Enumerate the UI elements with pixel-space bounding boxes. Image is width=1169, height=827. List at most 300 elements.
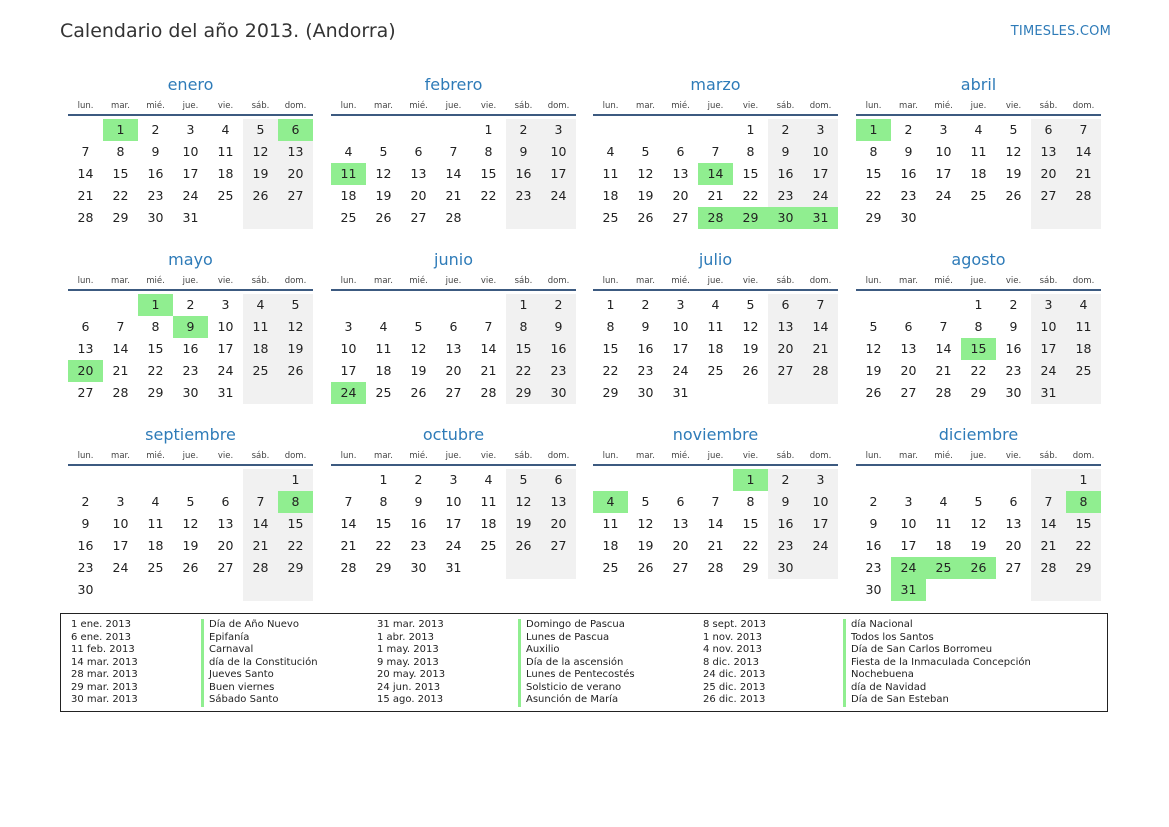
day-cell: 28 — [1031, 557, 1066, 579]
day-cell: 15 — [112, 166, 129, 181]
day-cell: 8 — [746, 494, 755, 509]
empty-day-cell — [173, 579, 208, 601]
weekday-label: mar. — [111, 276, 130, 286]
weekday-label: sáb. — [776, 101, 795, 111]
legend-holiday-name: Buen viernes — [201, 682, 318, 695]
weekday-label: vie. — [217, 451, 234, 461]
legend-holiday-name: Lunes de Pentecostés — [518, 669, 635, 682]
empty-day-cell — [401, 119, 436, 141]
day-cell: 26 — [410, 385, 427, 400]
legend-date: 20 may. 2013 — [377, 669, 446, 680]
weekday-header — [331, 449, 576, 466]
empty-day-cell — [698, 119, 733, 141]
day-cell: 12 — [375, 166, 392, 181]
day-cell: 26 — [506, 535, 541, 557]
day-cell: 28 — [112, 385, 129, 400]
weekday-label: dom. — [1072, 101, 1095, 111]
day-cell: 3 — [803, 119, 838, 141]
day-cell: 30 — [1005, 385, 1022, 400]
legend-date: 4 nov. 2013 — [703, 644, 762, 655]
day-cell: 3 — [116, 494, 125, 509]
day-cell: 12 — [243, 141, 278, 163]
empty-day-cell — [208, 207, 243, 229]
weekday-header — [68, 274, 313, 291]
month-agosto — [856, 249, 1101, 404]
day-cell: 26 — [1005, 188, 1022, 203]
legend-date: 31 mar. 2013 — [377, 619, 444, 630]
day-cell: 14 — [445, 166, 462, 181]
day-cell: 11 — [970, 144, 987, 159]
day-cell: 12 — [506, 491, 541, 513]
day-cell: 1 — [606, 297, 615, 312]
day-cell: 7 — [449, 144, 458, 159]
empty-day-cell — [506, 207, 541, 229]
day-cell: 31 — [672, 385, 689, 400]
day-cell: 17 — [340, 363, 357, 378]
day-cell: 28 — [445, 210, 462, 225]
day-cell: 15 — [742, 166, 759, 181]
legend-date: 14 mar. 2013 — [71, 656, 138, 668]
day-cell: 29 — [1066, 557, 1101, 579]
day-cell: 14 — [803, 316, 838, 338]
weekday-label: vie. — [742, 451, 759, 461]
day-cell: 11 — [147, 516, 164, 531]
empty-day-cell — [803, 382, 838, 404]
weekday-header — [68, 449, 313, 466]
legend-date: 9 may. 2013 — [377, 656, 439, 668]
day-cell: 12 — [182, 516, 199, 531]
day-cell: 10 — [935, 144, 952, 159]
day-cell: 29 — [506, 382, 541, 404]
day-cell: 11 — [935, 516, 952, 531]
weekday-label: jue. — [707, 276, 724, 286]
day-cell: 9 — [1009, 319, 1018, 334]
legend-holiday-name: día de la Constitución — [201, 657, 318, 670]
day-cell: 10 — [112, 516, 129, 531]
legend-holiday-name: Nochebuena — [843, 669, 1031, 682]
weekday-label: mié. — [409, 276, 428, 286]
day-cell: 26 — [637, 560, 654, 575]
legend-date: 1 abr. 2013 — [377, 631, 435, 643]
empty-day-cell — [138, 469, 173, 491]
day-cell: 1 — [1066, 469, 1101, 491]
empty-day-cell — [541, 207, 576, 229]
day-cell: 9 — [151, 144, 160, 159]
day-cell: 11 — [707, 319, 724, 334]
legend-dates-column — [71, 619, 138, 707]
day-cell: 8 — [869, 144, 878, 159]
empty-day-cell — [68, 119, 103, 141]
empty-day-cell — [173, 469, 208, 491]
day-cell: 27 — [410, 210, 427, 225]
day-cell: 13 — [768, 316, 803, 338]
day-cell: 25 — [217, 188, 234, 203]
weekday-label: mié. — [671, 451, 690, 461]
empty-day-cell — [471, 207, 506, 229]
day-cell: 3 — [904, 494, 913, 509]
day-grid — [331, 119, 576, 229]
day-cell: 20 — [278, 163, 313, 185]
day-cell: 5 — [506, 469, 541, 491]
weekday-label: mié. — [409, 101, 428, 111]
weekday-label: sáb. — [514, 451, 533, 461]
weekday-header — [593, 449, 838, 466]
weekday-label: jue. — [707, 451, 724, 461]
legend-names-column — [518, 619, 635, 707]
weekday-label: lun. — [602, 276, 619, 286]
day-grid — [593, 119, 838, 229]
day-cell: 25 — [602, 560, 619, 575]
day-cell: 23 — [1005, 363, 1022, 378]
day-cell: 6 — [221, 494, 230, 509]
day-cell: 23 — [541, 360, 576, 382]
day-cell: 6 — [81, 319, 90, 334]
day-grid — [68, 294, 313, 404]
day-cell: 10 — [1031, 316, 1066, 338]
day-cell: 21 — [445, 188, 462, 203]
month-title: mayo — [168, 250, 213, 269]
day-cell: 1 — [974, 297, 983, 312]
day-cell: 14 — [935, 341, 952, 356]
legend-date: 6 ene. 2013 — [71, 631, 131, 643]
day-cell: 25 — [243, 360, 278, 382]
legend-date: 1 ene. 2013 — [71, 619, 131, 630]
empty-day-cell — [926, 579, 961, 601]
weekday-label: mar. — [899, 451, 918, 461]
day-cell: 24 — [541, 185, 576, 207]
day-cell: 1 — [484, 122, 493, 137]
day-cell: 31 — [217, 385, 234, 400]
weekday-label: vie. — [480, 451, 497, 461]
day-cell: 5 — [974, 494, 983, 509]
day-cell: 30 — [637, 385, 654, 400]
day-cell: 26 — [182, 560, 199, 575]
day-cell: 12 — [865, 341, 882, 356]
day-cell: 2 — [541, 294, 576, 316]
weekday-label: sáb. — [251, 276, 270, 286]
empty-day-cell — [208, 469, 243, 491]
empty-day-cell — [103, 579, 138, 601]
day-cell: 16 — [410, 516, 427, 531]
day-cell: 10 — [803, 491, 838, 513]
empty-day-cell — [996, 579, 1031, 601]
weekday-label: sáb. — [1039, 101, 1058, 111]
day-cell: 25 — [707, 363, 724, 378]
empty-day-cell — [243, 207, 278, 229]
day-cell: 8 — [379, 494, 388, 509]
day-cell: 11 — [243, 316, 278, 338]
empty-day-cell — [926, 294, 961, 316]
holiday-day-cell: 14 — [698, 163, 733, 185]
day-cell: 2 — [869, 494, 878, 509]
day-cell: 15 — [278, 513, 313, 535]
day-cell: 22 — [1066, 535, 1101, 557]
empty-day-cell — [436, 119, 471, 141]
weekday-label: lun. — [340, 101, 357, 111]
day-cell: 5 — [379, 144, 388, 159]
day-cell: 7 — [116, 319, 125, 334]
day-cell: 24 — [112, 560, 129, 575]
holiday-day-cell: 31 — [803, 207, 838, 229]
day-cell: 17 — [803, 513, 838, 535]
legend-holiday-name: día Nacional — [843, 619, 1031, 632]
day-cell: 9 — [869, 516, 878, 531]
day-cell: 15 — [1066, 513, 1101, 535]
empty-day-cell — [698, 469, 733, 491]
day-cell: 17 — [112, 538, 129, 553]
day-cell: 7 — [81, 144, 90, 159]
month-title: febrero — [424, 75, 483, 94]
empty-day-cell — [103, 469, 138, 491]
day-cell: 15 — [602, 341, 619, 356]
day-cell: 19 — [742, 341, 759, 356]
day-cell: 3 — [803, 469, 838, 491]
day-cell: 13 — [278, 141, 313, 163]
day-cell: 2 — [81, 494, 90, 509]
day-cell: 27 — [217, 560, 234, 575]
weekday-label: mié. — [409, 451, 428, 461]
weekday-label: dom. — [284, 451, 307, 461]
day-cell: 2 — [641, 297, 650, 312]
day-cell: 3 — [221, 297, 230, 312]
empty-day-cell — [628, 469, 663, 491]
day-cell: 19 — [970, 538, 987, 553]
holiday-day-cell: 9 — [173, 316, 208, 338]
empty-day-cell — [856, 294, 891, 316]
brand-link[interactable]: TIMESLES.COM — [1010, 24, 1111, 39]
day-cell: 19 — [375, 188, 392, 203]
month-title: marzo — [690, 75, 741, 94]
day-cell: 29 — [147, 385, 164, 400]
empty-day-cell — [331, 469, 366, 491]
weekday-label: sáb. — [776, 451, 795, 461]
day-cell: 10 — [340, 341, 357, 356]
day-cell: 27 — [672, 210, 689, 225]
month-abril — [856, 74, 1101, 229]
day-cell: 24 — [935, 188, 952, 203]
weekday-header — [593, 274, 838, 291]
day-cell: 16 — [637, 341, 654, 356]
day-cell: 18 — [480, 516, 497, 531]
weekday-label: mié. — [146, 451, 165, 461]
empty-day-cell — [243, 469, 278, 491]
weekday-label: mié. — [934, 451, 953, 461]
day-cell: 4 — [243, 294, 278, 316]
weekday-label: lun. — [340, 451, 357, 461]
weekday-label: mar. — [111, 451, 130, 461]
weekday-header — [331, 274, 576, 291]
day-cell: 13 — [77, 341, 94, 356]
day-cell: 13 — [672, 166, 689, 181]
empty-day-cell — [243, 579, 278, 601]
day-cell: 8 — [746, 144, 755, 159]
day-cell: 27 — [1005, 560, 1022, 575]
day-cell: 16 — [768, 163, 803, 185]
day-cell: 22 — [278, 535, 313, 557]
day-cell: 5 — [278, 294, 313, 316]
day-cell: 20 — [1005, 538, 1022, 553]
empty-day-cell — [733, 382, 768, 404]
day-cell: 14 — [112, 341, 129, 356]
weekday-label: jue. — [445, 451, 462, 461]
weekday-label: lun. — [77, 276, 94, 286]
day-cell: 4 — [221, 122, 230, 137]
day-cell: 16 — [506, 163, 541, 185]
weekday-label: dom. — [547, 276, 570, 286]
day-cell: 14 — [707, 516, 724, 531]
day-cell: 8 — [506, 316, 541, 338]
holiday-day-cell: 15 — [961, 338, 996, 360]
day-grid — [331, 294, 576, 404]
day-cell: 19 — [1005, 166, 1022, 181]
day-cell: 12 — [410, 341, 427, 356]
weekday-label: dom. — [809, 101, 832, 111]
weekday-label: jue. — [707, 101, 724, 111]
empty-day-cell — [366, 294, 401, 316]
day-cell: 4 — [974, 122, 983, 137]
day-cell: 25 — [480, 538, 497, 553]
day-cell: 2 — [151, 122, 160, 137]
weekday-label: vie. — [480, 101, 497, 111]
month-title: agosto — [951, 250, 1006, 269]
day-cell: 3 — [541, 119, 576, 141]
day-cell: 3 — [1031, 294, 1066, 316]
day-cell: 20 — [768, 338, 803, 360]
day-cell: 23 — [900, 188, 917, 203]
day-cell: 18 — [217, 166, 234, 181]
day-cell: 15 — [375, 516, 392, 531]
day-cell: 25 — [602, 210, 619, 225]
day-cell: 10 — [803, 141, 838, 163]
day-cell: 14 — [340, 516, 357, 531]
day-cell: 2 — [768, 469, 803, 491]
day-cell: 5 — [746, 297, 755, 312]
page-title: Calendario del año 2013. (Andorra) — [60, 20, 396, 42]
day-cell: 27 — [768, 360, 803, 382]
day-cell: 26 — [865, 385, 882, 400]
day-cell: 20 — [410, 188, 427, 203]
weekday-label: lun. — [77, 101, 94, 111]
empty-day-cell — [401, 294, 436, 316]
empty-day-cell — [243, 382, 278, 404]
weekday-label: sáb. — [1039, 276, 1058, 286]
empty-day-cell — [68, 294, 103, 316]
day-cell: 29 — [112, 210, 129, 225]
empty-day-cell — [278, 579, 313, 601]
day-cell: 3 — [344, 319, 353, 334]
day-cell: 25 — [340, 210, 357, 225]
month-title: enero — [167, 75, 214, 94]
day-cell: 5 — [641, 494, 650, 509]
day-grid — [856, 119, 1101, 229]
day-cell: 4 — [939, 494, 948, 509]
day-cell: 9 — [506, 141, 541, 163]
weekday-label: jue. — [182, 101, 199, 111]
day-grid — [593, 469, 838, 579]
day-cell: 19 — [278, 338, 313, 360]
day-cell: 31 — [1031, 382, 1066, 404]
holiday-day-cell: 1 — [733, 469, 768, 491]
empty-day-cell — [628, 119, 663, 141]
month-title: junio — [434, 250, 473, 269]
day-cell: 16 — [1005, 341, 1022, 356]
empty-day-cell — [996, 207, 1031, 229]
day-cell: 26 — [278, 360, 313, 382]
day-cell: 31 — [445, 560, 462, 575]
day-cell: 26 — [243, 185, 278, 207]
day-cell: 29 — [865, 210, 882, 225]
day-cell: 8 — [606, 319, 615, 334]
legend-names-column — [201, 619, 318, 707]
day-cell: 17 — [445, 516, 462, 531]
day-cell: 8 — [974, 319, 983, 334]
legend-holiday-name: Jueves Santo — [201, 669, 318, 682]
day-cell: 29 — [970, 385, 987, 400]
weekday-label: vie. — [1005, 451, 1022, 461]
weekday-label: mar. — [899, 101, 918, 111]
weekday-label: lun. — [865, 451, 882, 461]
day-cell: 29 — [742, 560, 759, 575]
day-cell: 4 — [344, 144, 353, 159]
weekday-label: dom. — [547, 101, 570, 111]
day-cell: 17 — [217, 341, 234, 356]
day-cell: 8 — [151, 319, 160, 334]
day-cell: 10 — [900, 516, 917, 531]
empty-day-cell — [278, 207, 313, 229]
day-cell: 10 — [445, 494, 462, 509]
day-cell: 11 — [375, 341, 392, 356]
month-title: diciembre — [938, 425, 1019, 444]
day-cell: 20 — [672, 538, 689, 553]
day-cell: 4 — [379, 319, 388, 334]
day-cell: 12 — [278, 316, 313, 338]
empty-day-cell — [471, 557, 506, 579]
legend-holiday-name: día de Navidad — [843, 682, 1031, 695]
empty-day-cell — [1031, 579, 1066, 601]
day-cell: 19 — [506, 513, 541, 535]
month-title: octubre — [422, 425, 485, 444]
weekday-label: dom. — [809, 276, 832, 286]
day-cell: 9 — [768, 491, 803, 513]
weekday-label: mar. — [636, 101, 655, 111]
empty-day-cell — [1031, 207, 1066, 229]
legend-date: 26 dic. 2013 — [703, 694, 766, 705]
holiday-legend — [60, 613, 1108, 712]
day-cell: 18 — [1066, 338, 1101, 360]
day-cell: 3 — [939, 122, 948, 137]
weekday-label: lun. — [340, 276, 357, 286]
weekday-label: jue. — [445, 276, 462, 286]
day-cell: 4 — [151, 494, 160, 509]
empty-day-cell — [856, 469, 891, 491]
weekday-label: jue. — [445, 101, 462, 111]
day-cell: 24 — [803, 535, 838, 557]
empty-day-cell — [506, 557, 541, 579]
day-cell: 10 — [217, 319, 234, 334]
day-cell: 30 — [900, 210, 917, 225]
day-cell: 28 — [803, 360, 838, 382]
day-cell: 18 — [935, 538, 952, 553]
day-cell: 21 — [707, 538, 724, 553]
weekday-label: dom. — [1072, 276, 1095, 286]
day-cell: 14 — [1031, 513, 1066, 535]
day-cell: 31 — [182, 210, 199, 225]
day-cell: 12 — [1005, 144, 1022, 159]
legend-holiday-name: Fiesta de la Inmaculada Concepción — [843, 657, 1031, 670]
month-title: septiembre — [145, 425, 236, 444]
legend-holiday-name: Auxilio — [518, 644, 635, 657]
weekday-label: vie. — [742, 276, 759, 286]
